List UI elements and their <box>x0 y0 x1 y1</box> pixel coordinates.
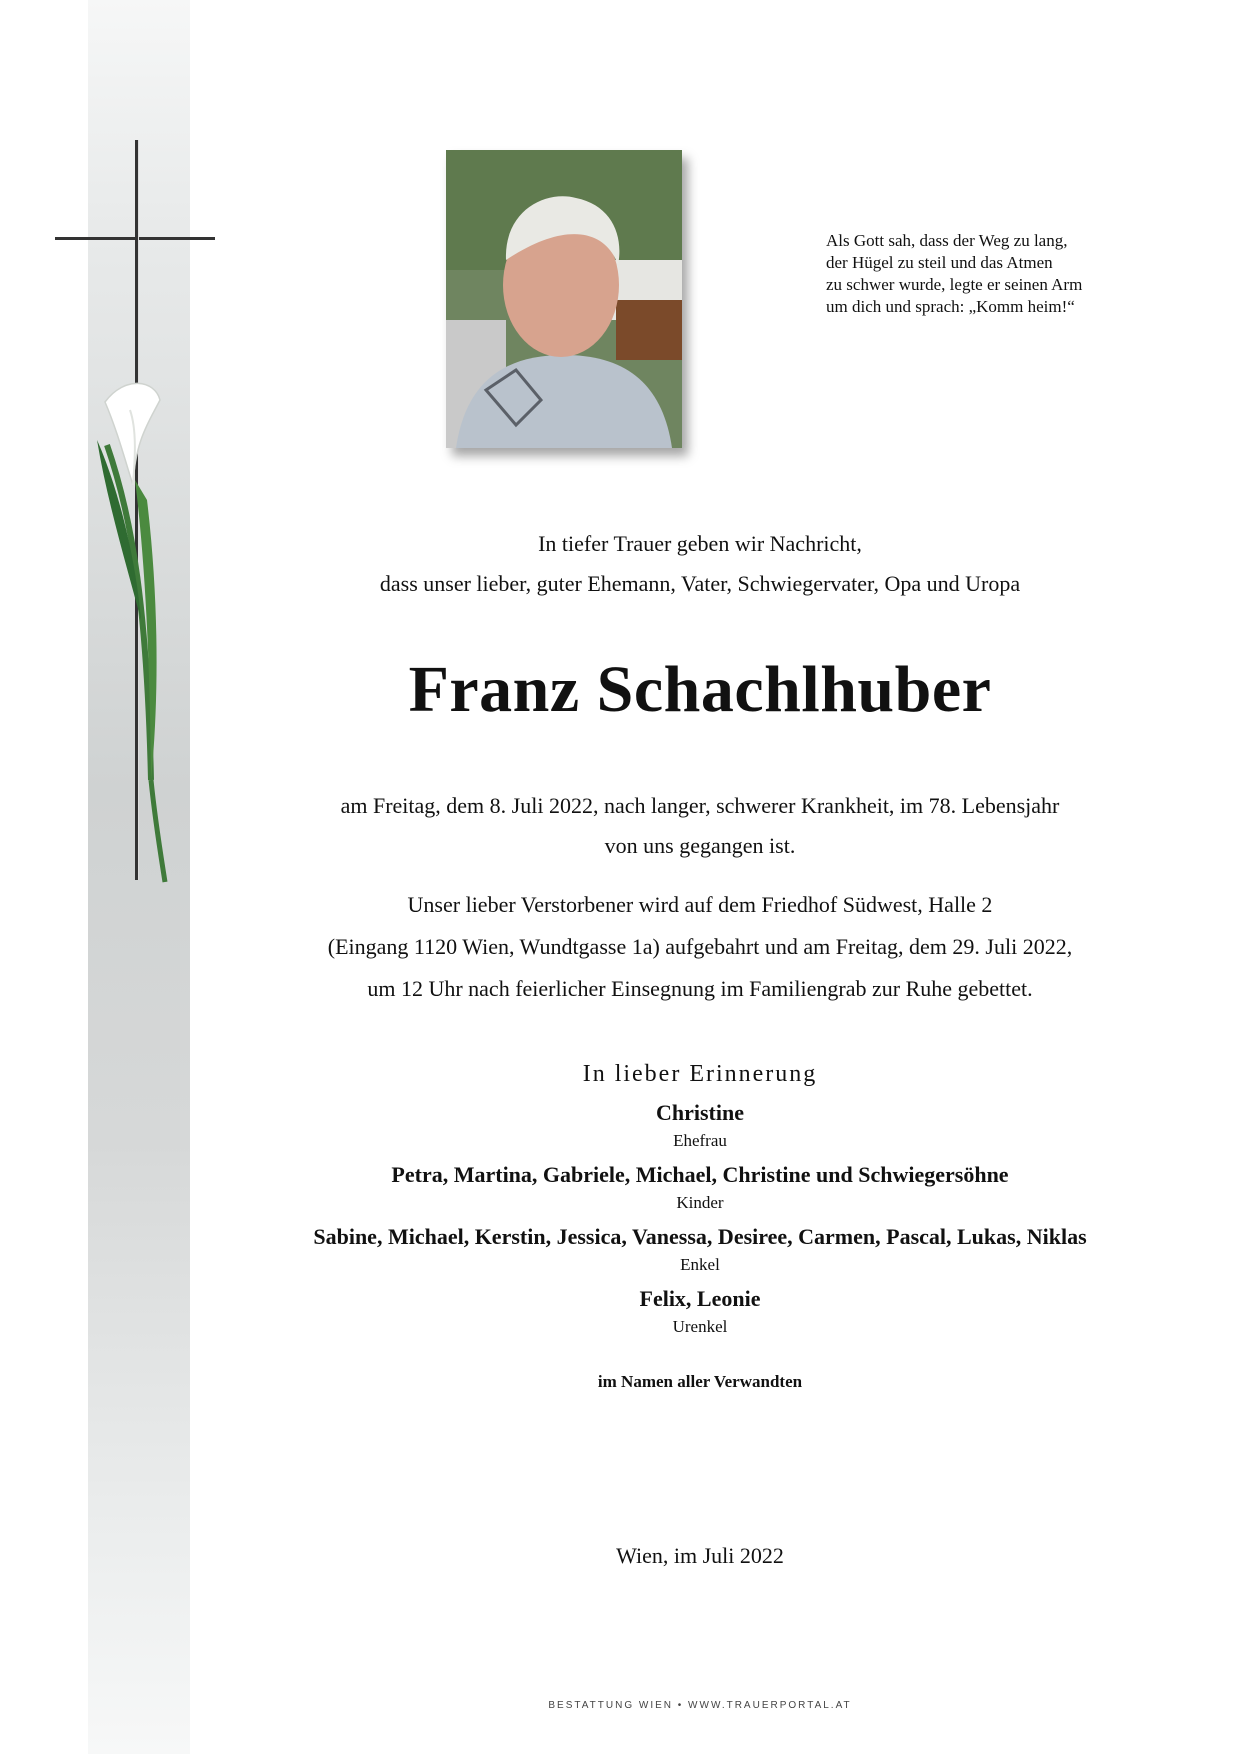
portrait-image-icon <box>446 150 682 448</box>
family-names: Christine <box>656 1100 744 1125</box>
death-notice <box>190 786 1210 866</box>
portrait-photo <box>446 150 682 448</box>
death-line: am Freitag, dem 8. Juli 2022, nach langer, schwerer Krankheit, im 78. Lebensjahr <box>340 793 1060 818</box>
intro-text <box>190 524 1210 604</box>
relatives-line: im Namen aller Verwandten <box>597 1372 803 1391</box>
poem-line: der Hügel zu steil und das Atmen <box>826 253 1053 272</box>
family-role: Enkel <box>680 1255 720 1274</box>
poem <box>826 230 1146 318</box>
poem-line: zu schwer wurde, legte er seinen Arm <box>826 275 1083 294</box>
footer-credit: BESTATTUNG WIEN • WWW.TRAUERPORTAL.AT <box>548 1700 852 1711</box>
funeral-line: um 12 Uhr nach feierlicher Einsegnung im Familiengrab zur Ruhe gebettet. <box>367 976 1033 1001</box>
intro-line: dass unser lieber, guter Ehemann, Vater, Schwiegervater, Opa und Uropa <box>379 571 1021 596</box>
funeral-line: Unser lieber Verstorbener wird auf dem Friedhof Südwest, Halle 2 <box>407 892 993 917</box>
funeral-line: (Eingang 1120 Wien, Wundtgasse 1a) aufgebahrt und am Freitag, dem 29. Juli 2022, <box>327 934 1073 959</box>
poem-line: Als Gott sah, dass der Weg zu lang, <box>826 231 1068 250</box>
funeral-info <box>190 884 1210 1010</box>
place-date: Wien, im Juli 2022 <box>616 1543 784 1568</box>
family-role: Urenkel <box>672 1317 728 1336</box>
family-names: Felix, Leonie <box>639 1286 761 1311</box>
family-role: Ehefrau <box>673 1131 727 1150</box>
family-list <box>190 1097 1210 1345</box>
family-names: Petra, Martina, Gabriele, Michael, Christine und Schwiegersöhne <box>391 1162 1009 1187</box>
memory-heading: In lieber Erinnerung <box>582 1061 818 1087</box>
poem-line: um dich und sprach: „Komm heim!“ <box>826 297 1075 316</box>
family-role: Kinder <box>676 1193 724 1212</box>
death-line: von uns gegangen ist. <box>604 833 796 858</box>
family-names: Sabine, Michael, Kerstin, Jessica, Vanessa, Desiree, Carmen, Pascal, Lukas, Niklas <box>313 1224 1087 1249</box>
deceased-name: Franz Schachlhuber <box>408 653 992 726</box>
intro-line: In tiefer Trauer geben wir Nachricht, <box>538 531 862 556</box>
